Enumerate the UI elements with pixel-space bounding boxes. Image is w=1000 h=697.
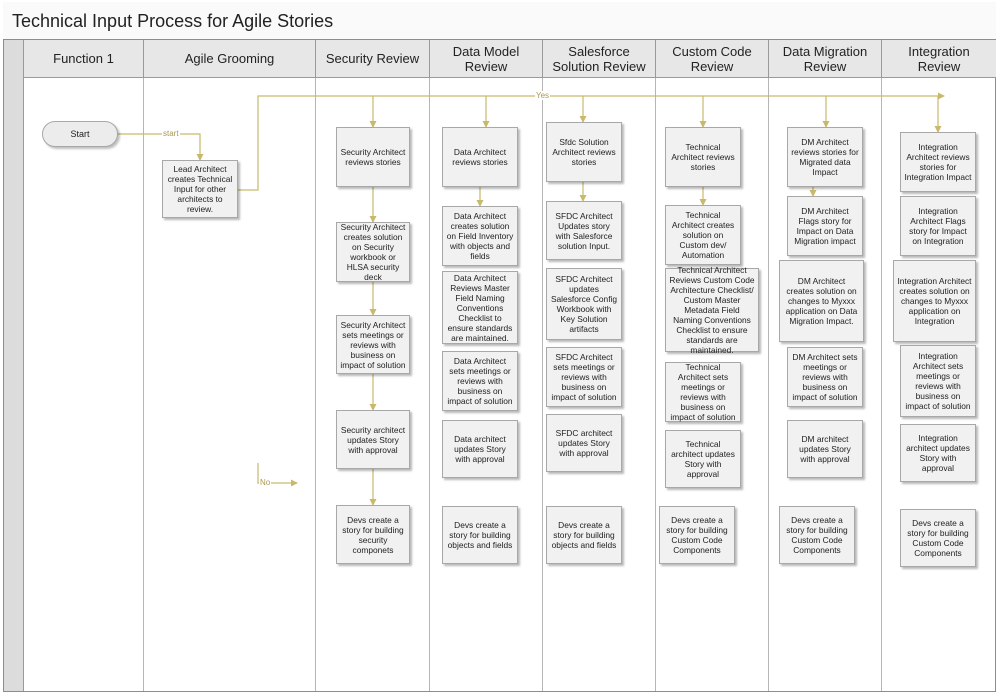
node-data-approval: Data architect updates Story with approval bbox=[442, 420, 518, 478]
node-int-meetings: Integration Architect sets meetings or reviews with business on impact of solution bbox=[900, 345, 976, 417]
start-node: Start bbox=[42, 121, 118, 147]
lane-header-function-1: Function 1 bbox=[24, 40, 144, 78]
node-dm-meetings: DM Architect sets meetings or reviews with business on impact of solution bbox=[787, 347, 863, 407]
node-data-solution: Data Architect creates solution on Field Inventory with objects and fields bbox=[442, 206, 518, 266]
node-sfdc-solution-input: SFDC Architect Updates story with Salesforce solution Input. bbox=[546, 201, 622, 260]
node-tech-meetings: Technical Architect sets meetings or reviews with business on impact of solution bbox=[665, 362, 741, 422]
lane-header-security-review: Security Review bbox=[316, 40, 430, 78]
node-dm-flags: DM Architect Flags story for Impact on Data Migration impact bbox=[787, 196, 863, 256]
node-sfdc-devs: Devs create a story for building objects and fields bbox=[546, 506, 622, 564]
node-data-reviews: Data Architect reviews stories bbox=[442, 127, 518, 187]
node-dm-reviews: DM Architect reviews stories for Migrated data Impact bbox=[787, 127, 863, 187]
node-tech-approval: Technical architect updates Story with approval bbox=[665, 430, 741, 488]
node-dm-solution: DM Architect creates solution on changes to Myxxx application on Data Migration Impact. bbox=[779, 260, 864, 342]
node-sfdc-reviews: Sfdc Solution Architect reviews stories bbox=[546, 122, 622, 182]
node-data-meetings: Data Architect sets meetings or reviews with business on impact of solution bbox=[442, 351, 518, 411]
connector-start-to-lead bbox=[118, 134, 200, 160]
node-data-naming-checklist: Data Architect Reviews Master Field Naming Conventions Checklist to ensure standards are maintained. bbox=[442, 271, 518, 344]
node-dm-approval: DM architect updates Story with approval bbox=[787, 420, 863, 478]
node-dm-devs: Devs create a story for building Custom Code Components bbox=[779, 506, 855, 564]
lane-header-data-model-review: Data Model Review bbox=[430, 40, 543, 78]
lane-header-custom-code-review: Custom Code Review bbox=[656, 40, 769, 78]
node-data-devs: Devs create a story for building objects and fields bbox=[442, 506, 518, 564]
node-tech-devs: Devs create a story for building Custom Code Components bbox=[659, 506, 735, 564]
node-security-approval: Security architect updates Story with approval bbox=[336, 410, 410, 469]
node-security-solution: Security Architect creates solution on Security workbook or HLSA security deck bbox=[336, 222, 410, 282]
node-security-meetings: Security Architect sets meetings or reviews with business on impact of solution bbox=[336, 315, 410, 374]
node-tech-architecture-checklist: Technical Architect Reviews Custom Code Architecture Checklist/ Custom Master Metadata Field Naming Conventions Checklist to ensure standards are maintained. bbox=[665, 268, 759, 352]
node-sfdc-approval: SFDC architect updates Story with approval bbox=[546, 414, 622, 472]
node-int-reviews: Integration Architect reviews stories for Integration Impact bbox=[900, 132, 976, 192]
lane-header-salesforce-solution-review: Salesforce Solution Review bbox=[543, 40, 656, 78]
lane-header-integration-review: Integration Review bbox=[882, 40, 996, 78]
node-security-devs: Devs create a story for building security componets bbox=[336, 505, 410, 564]
node-int-approval: Integration architect updates Story with approval bbox=[900, 424, 976, 482]
node-tech-reviews: Technical Architect reviews stories bbox=[665, 127, 741, 187]
node-security-reviews: Security Architect reviews stories bbox=[336, 127, 410, 187]
node-tech-solution: Technical Architect creates solution on Custom dev/ Automation bbox=[665, 205, 741, 265]
node-sfdc-config-workbook: SFDC Architect updates Salesforce Config Workbook with Key Solution artifacts bbox=[546, 268, 622, 340]
node-int-devs: Devs create a story for building Custom Code Components bbox=[900, 509, 976, 567]
node-int-flags: Integration Architect Flags story for Impact on Integration bbox=[900, 196, 976, 256]
diagram-title: Technical Input Process for Agile Stories bbox=[12, 11, 334, 31]
connector-label-no: No bbox=[260, 478, 271, 487]
lane-header-data-migration-review: Data Migration Review bbox=[769, 40, 882, 78]
connector-label-yes: Yes bbox=[536, 91, 550, 100]
node-int-solution: Integration Architect creates solution on changes to Myxxx application on Integration bbox=[893, 260, 976, 342]
lane-header-agile-grooming: Agile Grooming bbox=[144, 40, 316, 78]
node-sfdc-meetings: SFDC Architect sets meetings or reviews with business on impact of solution bbox=[546, 347, 622, 407]
node-lead-architect: Lead Architect creates Technical Input for other architects to review. bbox=[162, 160, 238, 218]
connector-label-start: start bbox=[163, 129, 179, 138]
